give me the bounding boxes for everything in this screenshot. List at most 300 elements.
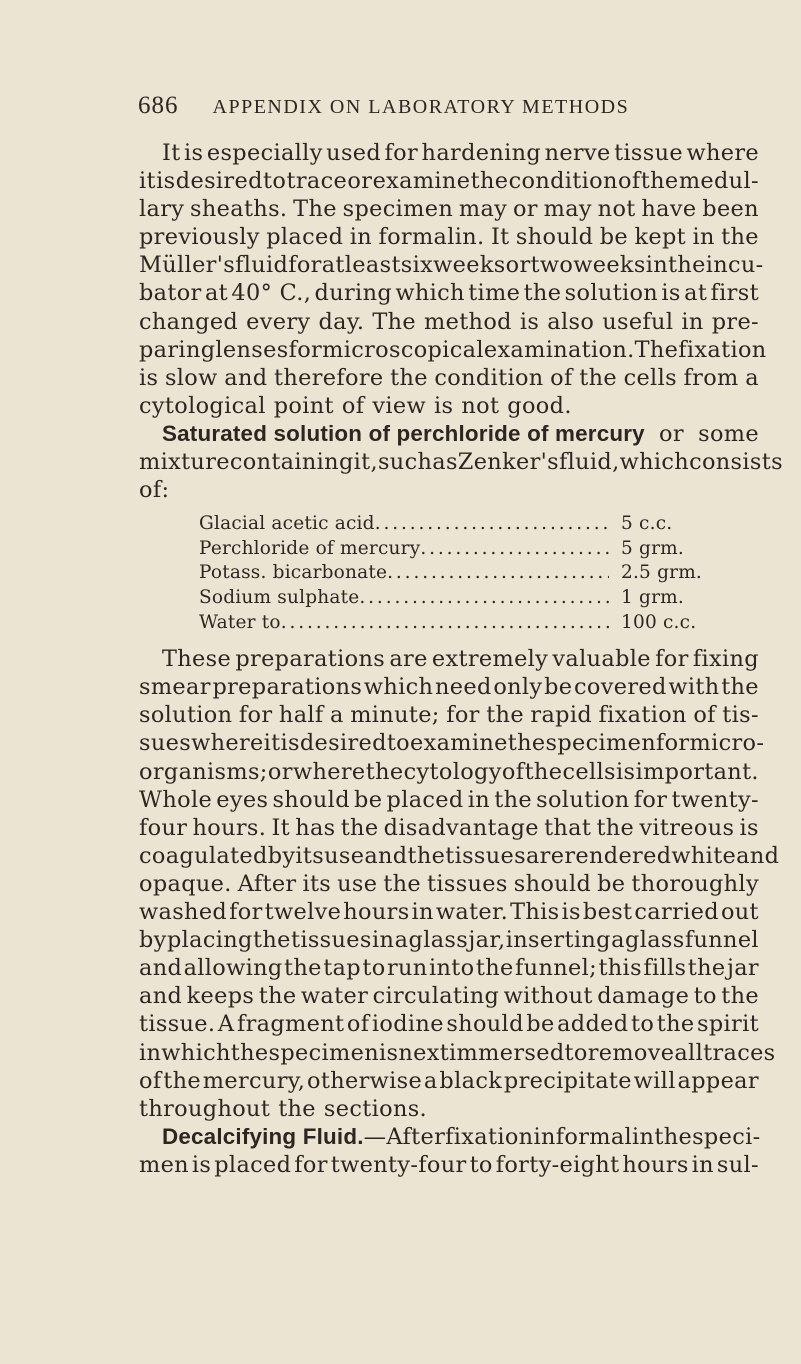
word: changed bbox=[139, 308, 239, 335]
word: inserting bbox=[505, 927, 611, 954]
word: sues bbox=[139, 730, 192, 757]
word: in bbox=[692, 224, 715, 251]
word: the bbox=[278, 1095, 316, 1122]
word: kept bbox=[634, 224, 687, 251]
word: the bbox=[284, 955, 322, 982]
word: examine bbox=[372, 168, 471, 195]
word: next bbox=[398, 1039, 450, 1066]
dot-leader bbox=[387, 561, 609, 586]
word: consists bbox=[689, 449, 783, 476]
word: the bbox=[507, 730, 546, 757]
word: first bbox=[710, 280, 759, 307]
word: traces bbox=[703, 1039, 776, 1066]
text-line bbox=[139, 223, 759, 251]
text-line bbox=[139, 364, 759, 392]
text-line bbox=[139, 673, 759, 701]
word: least bbox=[344, 252, 401, 279]
word: is bbox=[561, 899, 581, 926]
word: to bbox=[386, 730, 410, 757]
word: mixture bbox=[139, 449, 230, 476]
word: water bbox=[300, 983, 369, 1010]
table-row bbox=[199, 512, 711, 537]
word: in bbox=[533, 1123, 556, 1150]
text-line bbox=[139, 1123, 759, 1151]
word: in bbox=[681, 308, 704, 335]
word: this bbox=[598, 955, 642, 982]
word: sul- bbox=[716, 1151, 759, 1178]
word: with bbox=[668, 674, 720, 701]
word: in bbox=[645, 252, 668, 279]
word: fixing bbox=[692, 646, 759, 673]
word: of bbox=[341, 392, 365, 419]
word: medul- bbox=[678, 168, 759, 195]
word: for bbox=[294, 1151, 328, 1178]
word: to bbox=[469, 1151, 493, 1178]
word: desired bbox=[175, 168, 263, 195]
word: tissues bbox=[427, 870, 508, 897]
word: in bbox=[467, 786, 491, 813]
word: will bbox=[633, 1067, 676, 1094]
word: speci- bbox=[692, 1123, 761, 1150]
word: A bbox=[217, 1011, 235, 1038]
word: The bbox=[634, 336, 679, 363]
word: may bbox=[543, 196, 592, 223]
word: is bbox=[280, 730, 300, 757]
text-line bbox=[139, 1010, 759, 1038]
word: sheaths. bbox=[190, 196, 288, 223]
text-line bbox=[139, 786, 759, 814]
word: the bbox=[258, 983, 297, 1010]
word: is bbox=[378, 1039, 399, 1066]
word: hardening bbox=[421, 140, 542, 166]
word: is bbox=[661, 280, 681, 307]
word: rapid bbox=[530, 702, 593, 729]
word: preparations bbox=[212, 674, 363, 701]
word: of bbox=[346, 1011, 370, 1038]
word: which bbox=[363, 674, 434, 701]
word: of: bbox=[139, 477, 170, 504]
run-in-heading: Saturated solution of perchloride of mercury bbox=[162, 420, 645, 446]
word: best bbox=[582, 899, 633, 926]
dot-leader bbox=[375, 512, 609, 537]
word: is bbox=[433, 392, 454, 419]
word: precipitate bbox=[503, 1067, 632, 1094]
word: white bbox=[671, 842, 737, 869]
word: fixation bbox=[678, 336, 767, 363]
word: opaque. bbox=[139, 870, 232, 897]
text-line bbox=[139, 701, 759, 729]
word: of bbox=[139, 1067, 162, 1094]
word: may bbox=[458, 196, 508, 223]
word: has bbox=[295, 814, 336, 841]
word: such bbox=[377, 449, 433, 476]
word: at bbox=[684, 280, 708, 307]
word: micro- bbox=[689, 730, 765, 757]
word: of bbox=[693, 702, 716, 729]
word: the bbox=[230, 1039, 269, 1066]
word: in bbox=[411, 899, 434, 926]
word: are bbox=[389, 646, 428, 673]
text-line bbox=[139, 195, 759, 223]
word: It bbox=[162, 140, 181, 166]
word: to bbox=[564, 1039, 588, 1066]
word: a bbox=[394, 927, 409, 954]
word: Müller's bbox=[139, 252, 236, 279]
word: tissue. bbox=[139, 1011, 216, 1038]
text-line bbox=[139, 279, 759, 307]
word: four bbox=[139, 814, 188, 841]
word: or bbox=[267, 758, 293, 785]
word: in bbox=[372, 927, 395, 954]
word: therefore bbox=[274, 364, 384, 391]
word: previously bbox=[139, 224, 260, 251]
word: where bbox=[292, 758, 366, 785]
word: been bbox=[702, 196, 759, 223]
paragraph-perchloride bbox=[139, 420, 783, 504]
word: the bbox=[656, 1011, 695, 1038]
word: the bbox=[596, 814, 635, 841]
word: and bbox=[139, 983, 183, 1010]
word: trace bbox=[286, 168, 348, 195]
word: hours. bbox=[192, 814, 267, 841]
word: to bbox=[362, 955, 386, 982]
text-line bbox=[139, 645, 759, 673]
text-line bbox=[139, 842, 780, 870]
word: men bbox=[139, 1151, 189, 1178]
word: in bbox=[691, 1151, 714, 1178]
word: the bbox=[640, 168, 679, 195]
run-in-heading: Decalcifying Fluid. bbox=[162, 1123, 364, 1149]
word: disadvantage bbox=[383, 814, 539, 841]
word: the bbox=[721, 224, 759, 251]
word: the bbox=[163, 1067, 201, 1094]
word: and bbox=[139, 955, 183, 982]
word: for bbox=[655, 646, 689, 673]
word: tis- bbox=[722, 702, 759, 729]
word: to bbox=[263, 168, 287, 195]
word: the bbox=[494, 786, 532, 813]
word: every bbox=[246, 308, 311, 335]
word: or bbox=[505, 252, 531, 279]
word: fluid, bbox=[559, 449, 620, 476]
word: After bbox=[237, 870, 297, 897]
word: for bbox=[229, 899, 263, 926]
word: cytological bbox=[139, 392, 266, 419]
word: condition bbox=[508, 168, 618, 195]
word: is bbox=[139, 364, 159, 391]
word: funnel bbox=[684, 927, 759, 954]
word: the bbox=[524, 758, 563, 785]
word: used bbox=[326, 140, 382, 166]
page-header bbox=[138, 92, 718, 120]
word: a bbox=[745, 364, 759, 391]
word: half bbox=[278, 702, 324, 729]
word: should bbox=[515, 224, 594, 251]
word: from bbox=[683, 364, 739, 391]
word: not bbox=[461, 392, 500, 419]
text-line bbox=[139, 167, 759, 195]
word: tissues bbox=[445, 842, 526, 869]
word: especially bbox=[206, 140, 323, 166]
text-line bbox=[139, 870, 759, 898]
dot-leader bbox=[359, 586, 609, 611]
word: It bbox=[490, 224, 510, 251]
word: pre- bbox=[711, 308, 759, 335]
word: added bbox=[557, 1011, 629, 1038]
word: which bbox=[161, 1039, 231, 1066]
word: keeps bbox=[186, 983, 255, 1010]
word: for bbox=[655, 730, 690, 757]
word: condition bbox=[434, 364, 544, 391]
word: have bbox=[641, 196, 697, 223]
word: in bbox=[349, 224, 373, 251]
word: solution bbox=[139, 702, 233, 729]
word: specimen bbox=[268, 1039, 379, 1066]
word: only bbox=[493, 674, 543, 701]
word: iodine bbox=[371, 1011, 444, 1038]
word: remove bbox=[587, 1039, 675, 1066]
word: fixation bbox=[598, 702, 687, 729]
word: to bbox=[693, 983, 717, 1010]
word: the bbox=[475, 955, 514, 982]
word: tissues bbox=[290, 927, 372, 954]
word: and bbox=[736, 842, 780, 869]
word: specimen bbox=[342, 196, 454, 223]
word: into bbox=[429, 955, 475, 982]
word: specimen bbox=[545, 730, 656, 757]
dot-leader bbox=[281, 611, 609, 636]
word: for bbox=[238, 702, 273, 729]
ingredient-name: Potass. bicarbonate bbox=[199, 562, 388, 584]
word: important. bbox=[635, 758, 759, 785]
paragraph-decalcifying bbox=[139, 1123, 759, 1179]
word: vitreous bbox=[639, 814, 735, 841]
word: the bbox=[252, 927, 291, 954]
word: the bbox=[687, 955, 726, 982]
word: all bbox=[674, 1039, 704, 1066]
word: glass bbox=[625, 927, 685, 954]
word: which bbox=[395, 280, 465, 307]
text-line bbox=[139, 729, 765, 757]
text-line bbox=[139, 814, 759, 842]
text-line bbox=[139, 982, 759, 1010]
word: spirit bbox=[696, 1011, 759, 1038]
word: also bbox=[547, 308, 595, 335]
word: two bbox=[530, 252, 574, 279]
word: circulating bbox=[372, 983, 500, 1010]
word: a bbox=[330, 702, 344, 729]
word: it, bbox=[353, 449, 378, 476]
word: view bbox=[372, 392, 426, 419]
word: thoroughly bbox=[631, 870, 759, 897]
word: sections. bbox=[323, 1095, 428, 1122]
word: for bbox=[384, 140, 419, 166]
word: of bbox=[618, 168, 641, 195]
word: mercury, bbox=[202, 1067, 306, 1094]
word: for bbox=[288, 252, 322, 279]
table-row bbox=[199, 586, 711, 611]
word: valuable bbox=[552, 646, 651, 673]
word: solution bbox=[564, 280, 659, 307]
word: are bbox=[525, 842, 565, 869]
word: covered bbox=[574, 674, 667, 701]
word: incu- bbox=[705, 252, 764, 279]
word: the bbox=[721, 674, 759, 701]
word: not bbox=[597, 196, 636, 223]
word: time bbox=[468, 280, 521, 307]
word: to bbox=[631, 1011, 655, 1038]
word: is bbox=[519, 308, 540, 335]
word: the bbox=[654, 1123, 693, 1150]
word: damage bbox=[597, 983, 690, 1010]
word: the bbox=[365, 758, 404, 785]
text-line bbox=[139, 926, 759, 954]
word: minute; bbox=[350, 702, 440, 729]
word: funnel; bbox=[515, 955, 598, 982]
word: a bbox=[611, 927, 625, 954]
word: rendered bbox=[564, 842, 672, 869]
word: or bbox=[512, 196, 538, 223]
word: be bbox=[544, 674, 573, 701]
word: need bbox=[435, 674, 492, 701]
word: method bbox=[424, 308, 512, 335]
word: or bbox=[347, 168, 373, 195]
text-line bbox=[139, 1039, 776, 1067]
word: The bbox=[372, 308, 416, 335]
word: coagulated bbox=[139, 842, 268, 869]
text-line bbox=[139, 139, 759, 167]
running-title: APPENDIX ON LABORATORY METHODS bbox=[212, 96, 630, 118]
word: the bbox=[383, 870, 422, 897]
text-line bbox=[139, 420, 759, 448]
word: It bbox=[271, 814, 290, 841]
table-row bbox=[199, 611, 711, 636]
text-line bbox=[139, 448, 783, 476]
word: formalin bbox=[555, 1123, 655, 1150]
word: black bbox=[439, 1067, 503, 1094]
word: desired bbox=[299, 730, 387, 757]
word: and bbox=[224, 364, 268, 391]
word: at bbox=[204, 280, 229, 307]
word: some bbox=[698, 420, 759, 447]
word: be bbox=[599, 224, 629, 251]
paragraph-preparations bbox=[139, 645, 780, 1123]
word: for bbox=[633, 786, 668, 813]
word: the bbox=[523, 280, 562, 307]
word: placed bbox=[386, 786, 464, 813]
ingredient-name: Glacial acetic acid bbox=[199, 513, 375, 535]
word: twelve bbox=[264, 899, 342, 926]
word: fluid bbox=[235, 252, 289, 279]
word: its bbox=[295, 842, 325, 869]
word: and bbox=[364, 842, 408, 869]
word: is bbox=[184, 140, 204, 166]
word: smear bbox=[139, 674, 211, 701]
text-line bbox=[139, 308, 759, 336]
word: should bbox=[446, 1011, 524, 1038]
word: solution bbox=[536, 786, 630, 813]
ingredient-name: Sodium sulphate bbox=[199, 587, 360, 608]
word: useful bbox=[602, 308, 674, 335]
word: 40° C., bbox=[231, 280, 312, 307]
word: is bbox=[191, 1151, 212, 1178]
word: run bbox=[386, 955, 428, 982]
word: otherwise bbox=[307, 1067, 423, 1094]
word: containing bbox=[229, 449, 354, 476]
word: formalin. bbox=[378, 224, 485, 251]
text-line bbox=[139, 336, 767, 364]
word: for bbox=[446, 702, 480, 729]
word: carried bbox=[634, 899, 719, 926]
dot-leader bbox=[420, 537, 609, 562]
word: twenty- bbox=[671, 786, 759, 813]
word: placed bbox=[266, 224, 344, 251]
word: the bbox=[721, 983, 759, 1010]
word: cells bbox=[562, 758, 616, 785]
page-body bbox=[139, 139, 783, 1179]
word: should bbox=[513, 870, 592, 897]
text-line bbox=[139, 476, 759, 504]
word: extremely bbox=[431, 646, 549, 673]
word: the bbox=[668, 252, 706, 279]
word: lary bbox=[139, 196, 185, 223]
word: fills bbox=[643, 955, 687, 982]
word: is bbox=[739, 814, 759, 841]
word: the bbox=[390, 364, 428, 391]
word: —After bbox=[363, 1123, 446, 1150]
word: it bbox=[139, 168, 156, 195]
word: be bbox=[354, 786, 383, 813]
word: This bbox=[510, 899, 560, 926]
word: preparations bbox=[235, 646, 386, 673]
word: use bbox=[324, 842, 365, 869]
word: fragment bbox=[236, 1011, 345, 1038]
word: lenses bbox=[215, 336, 289, 363]
word: at bbox=[321, 252, 345, 279]
page-number: 686 bbox=[138, 92, 179, 119]
word: where bbox=[686, 140, 759, 166]
word: be bbox=[526, 1011, 555, 1038]
word: without bbox=[503, 983, 593, 1010]
word: the bbox=[407, 842, 446, 869]
word: placing bbox=[166, 927, 253, 954]
text-line bbox=[139, 898, 759, 926]
word: out bbox=[720, 899, 759, 926]
word: bator bbox=[139, 280, 202, 307]
word: good. bbox=[507, 392, 572, 419]
table-row bbox=[199, 561, 711, 586]
word: by bbox=[267, 842, 296, 869]
ingredient-quantity: 5 grm. bbox=[621, 537, 684, 559]
word: the bbox=[486, 702, 524, 729]
word: examine bbox=[410, 730, 508, 757]
word: organisms; bbox=[139, 758, 268, 785]
text-line bbox=[139, 251, 764, 279]
word: should bbox=[272, 786, 350, 813]
word: twenty-four bbox=[330, 1151, 467, 1178]
ingredient-name: Water to bbox=[199, 611, 281, 633]
word: tissue bbox=[614, 140, 683, 166]
word: jar, bbox=[468, 927, 506, 954]
word: of bbox=[550, 364, 573, 391]
formula-table bbox=[199, 512, 711, 635]
word: of bbox=[501, 758, 525, 785]
word: weeks bbox=[573, 252, 646, 279]
word: the bbox=[470, 168, 509, 195]
word: six bbox=[400, 252, 434, 279]
word: These bbox=[162, 646, 232, 673]
word: tap bbox=[323, 955, 361, 982]
